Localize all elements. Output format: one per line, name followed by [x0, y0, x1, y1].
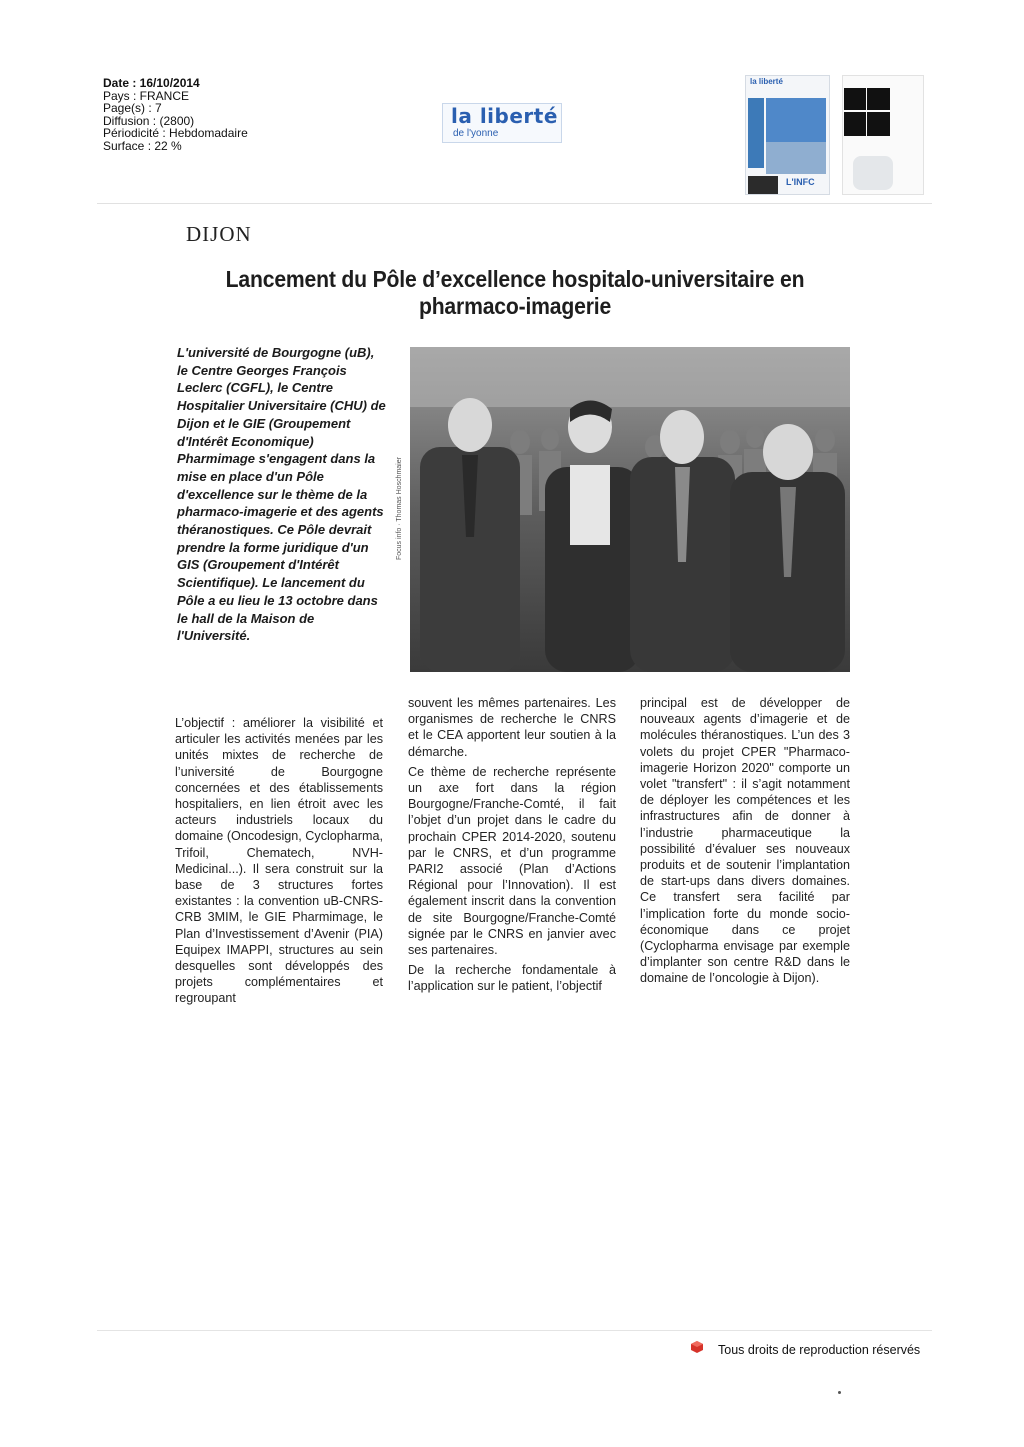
paragraph: L’objectif : améliorer la visibilité et articuler les activités menées par les unités mixtes de recherche de l’université de Bourgogne concernées et des établissements hospitaliers, en lien étroit avec les acteurs industriels locaux du domaine (Oncodesign, Cyclopharma, Trifoil, Chematech, NVH-Medicinal...). Il sera construit sur la base de 3 structures fortes existantes : la convention uB-CNRS-CRB 3MIM, le GIE Pharmimage, le Plan d’Investissement d’Avenir (PIA) Equipex IMAPPI, structures au sein desquelles sont développés des projets complémentaires et regroupant: [175, 716, 383, 1006]
france-map-thumbnail: [853, 156, 893, 190]
meta-date: Date : 16/10/2014: [103, 76, 200, 90]
paragraph: principal est de développer de nouveaux agents d’imagerie et de molécules théranostiques. L’un des 3 volets du projet CPER "Pharmaco-imagerie Horizon 2020" comporte un volet "transfert" : il s’agit notamment de déployer les compétences et les infrastructures afin de donner à l’industrie pharmaceutique la possibilité d’évaluer ses nouveaux produits et de soutenir l’implantation de start-ups dans divers domaines. Ce transfert sera facilité par l’implication forte du monde socio-économique dans ce projet (Cyclopharma envisage par exemple d’implanter son centre R&D dans le domaine de l’oncologie à Dijon).: [640, 696, 850, 986]
thumbnail-cover-photo-lower: [766, 142, 826, 174]
section-label: DIJON: [186, 222, 252, 246]
thumbnail-cover-photo: [766, 98, 826, 142]
meta-country: Pays : FRANCE: [103, 88, 190, 103]
layout-block: [867, 88, 890, 110]
photo-credit: Focus info · Thomas Hoschmaier: [396, 457, 403, 560]
paragraph: souvent les mêmes partenaires. Les organismes de recherche le CNRS et le CEA apportent leur soutien à la démarche.: [408, 696, 616, 759]
article-column-1: [175, 715, 383, 1011]
thumbnail-bottom-photo: [748, 176, 778, 194]
paragraph: De la recherche fondamentale à l’application sur le patient, l’objectif: [408, 963, 616, 994]
copyright-cube-icon: [690, 1340, 704, 1354]
newspaper-logo: [442, 103, 562, 143]
page-layout-thumbnail: [842, 75, 924, 195]
meta-diffusion: Diffusion : (2800): [103, 113, 195, 128]
header-divider: [97, 203, 932, 204]
meta-pages: Page(s) : 7: [103, 101, 162, 116]
article-column-2: [408, 695, 616, 999]
meta-surface: Surface : 22 %: [103, 138, 182, 153]
layout-block: [867, 112, 890, 136]
front-page-thumbnail: [745, 75, 830, 195]
article-lead: L'université de Bourgogne (uB), le Centre Georges François Leclerc (CGFL), le Centre Hospitalier Universitaire (CHU) de Dijon et le GIE (Groupement d'Intérêt Economique) Pharmimage s'engagent dans la mise en place d'un Pôle d'excellence sur le thème de la pharmaco-imagerie et des agents théranostiques. Ce Pôle devrait prendre la forme juridique d'un GIS (Groupement d'Intérêt Scientifique). Le lancement du Pôle a eu lieu le 13 octobre dans le hall de la Maison de l'Université.: [177, 345, 386, 644]
article-headline: Lancement du Pôle d’excellence hospitalo-universitaire en pharmaco-imagerie: [225, 266, 805, 319]
meta-periodicity: Périodicité : Hebdomadaire: [103, 126, 248, 141]
logo-subtitle: de l'yonne: [453, 128, 499, 139]
paragraph: Ce thème de recherche représente un axe fort dans la région Bourgogne/Franche-Comté, il fait l’objet d’un projet dans le cadre du prochain CPER 2014-2020, soutenu par le CNRS, et d’un programme PARI2 associé (Plan d’Actions Régional pour l’Innovation). Il est également inscrit dans la convention de site Bourgogne/Franche-Comté signée par le CNRS en janvier avec ses partenaires.: [408, 764, 616, 958]
layout-block: [844, 88, 866, 110]
thumbnail-side-band: [748, 98, 764, 168]
footer-divider: [97, 1330, 932, 1331]
article-photo: [410, 347, 850, 672]
logo-name: la liberté: [451, 104, 558, 128]
press-metadata: [103, 77, 248, 153]
thumbnail-masthead: la liberté: [750, 77, 783, 86]
article-column-3: [640, 695, 850, 991]
copyright-notice: Tous droits de reproduction réservés: [718, 1343, 921, 1357]
layout-block: [844, 112, 866, 136]
thumbnail-infc-label: L'INFC: [786, 177, 815, 187]
scan-dot: [838, 1391, 841, 1394]
group-photo-illustration: [410, 347, 850, 672]
